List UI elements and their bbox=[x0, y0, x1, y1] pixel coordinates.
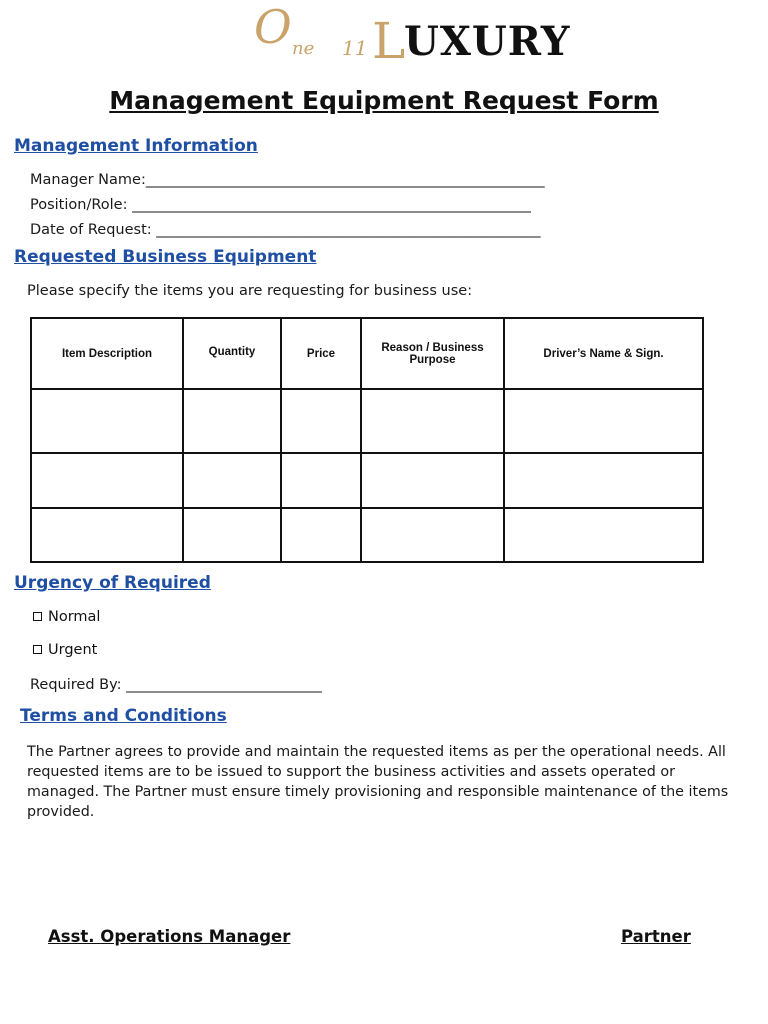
position-role-field[interactable]: Position/Role: _______________________________________________________ bbox=[30, 197, 531, 213]
logo-number: 11 bbox=[342, 36, 368, 60]
table-cell[interactable] bbox=[31, 389, 183, 453]
column-header-drivers-name: Driver’s Name & Sign. bbox=[504, 318, 703, 389]
column-header-price: Price bbox=[281, 318, 361, 389]
table-cell[interactable] bbox=[281, 389, 361, 453]
table-cell[interactable] bbox=[504, 508, 703, 562]
equipment-table bbox=[30, 317, 704, 563]
column-header-reason: Reason / Business Purpose bbox=[361, 318, 504, 389]
table-header-row bbox=[31, 318, 703, 389]
logo-wordmark: UXURY bbox=[404, 18, 571, 65]
signature-label-partner: Partner bbox=[621, 927, 691, 946]
table-cell[interactable] bbox=[504, 389, 703, 453]
manager-name-field[interactable]: Manager Name:_______________________________________________________ bbox=[30, 172, 545, 188]
table-cell[interactable] bbox=[281, 453, 361, 508]
urgency-option-label: Normal bbox=[48, 609, 101, 625]
table-cell[interactable] bbox=[183, 508, 281, 562]
table-cell[interactable] bbox=[183, 389, 281, 453]
logo-big-letter: L bbox=[372, 12, 406, 70]
table-row bbox=[31, 453, 703, 508]
table-cell[interactable] bbox=[504, 453, 703, 508]
urgency-option-label: Urgent bbox=[48, 642, 98, 658]
required-by-field[interactable]: Required By: ___________________________ bbox=[30, 677, 322, 693]
column-header-quantity: Quantity bbox=[183, 318, 281, 389]
company-logo bbox=[254, 0, 571, 70]
table-cell[interactable] bbox=[31, 508, 183, 562]
logo-script-letter: O bbox=[254, 0, 292, 54]
date-of-request-field[interactable]: Date of Request: _____________________________________________________ bbox=[30, 222, 541, 238]
section-heading-urgency: Urgency of Required bbox=[14, 573, 211, 593]
terms-text: The Partner agrees to provide and maintain the requested items as per the operational needs. All requested items are to be issued to support the business activities and assets operated or managed. The Partner must ensure timely provisioning and responsible maintenance of the items provided. bbox=[27, 744, 729, 820]
table-cell[interactable] bbox=[183, 453, 281, 508]
table-cell[interactable] bbox=[281, 508, 361, 562]
signature-label-asst-operations-manager: Asst. Operations Manager bbox=[48, 927, 291, 946]
table-cell[interactable] bbox=[31, 453, 183, 508]
section-heading-management-information: Management Information bbox=[14, 136, 258, 156]
checkbox-icon[interactable] bbox=[33, 612, 42, 621]
page-title: Management Equipment Request Form bbox=[109, 86, 659, 115]
equipment-instruction: Please specify the items you are requesting for business use: bbox=[27, 283, 473, 299]
logo-script-small: ne bbox=[292, 38, 315, 59]
section-heading-terms: Terms and Conditions bbox=[20, 706, 227, 726]
table-row bbox=[31, 508, 703, 562]
section-heading-requested-equipment: Requested Business Equipment bbox=[14, 247, 317, 267]
checkbox-icon[interactable] bbox=[33, 645, 42, 654]
urgency-option-normal[interactable] bbox=[33, 609, 100, 625]
table-cell[interactable] bbox=[361, 453, 504, 508]
table-cell[interactable] bbox=[361, 389, 504, 453]
column-header-item-description: Item Description bbox=[31, 318, 183, 389]
urgency-option-urgent[interactable] bbox=[33, 642, 97, 658]
table-cell[interactable] bbox=[361, 508, 504, 562]
table-row bbox=[31, 389, 703, 453]
